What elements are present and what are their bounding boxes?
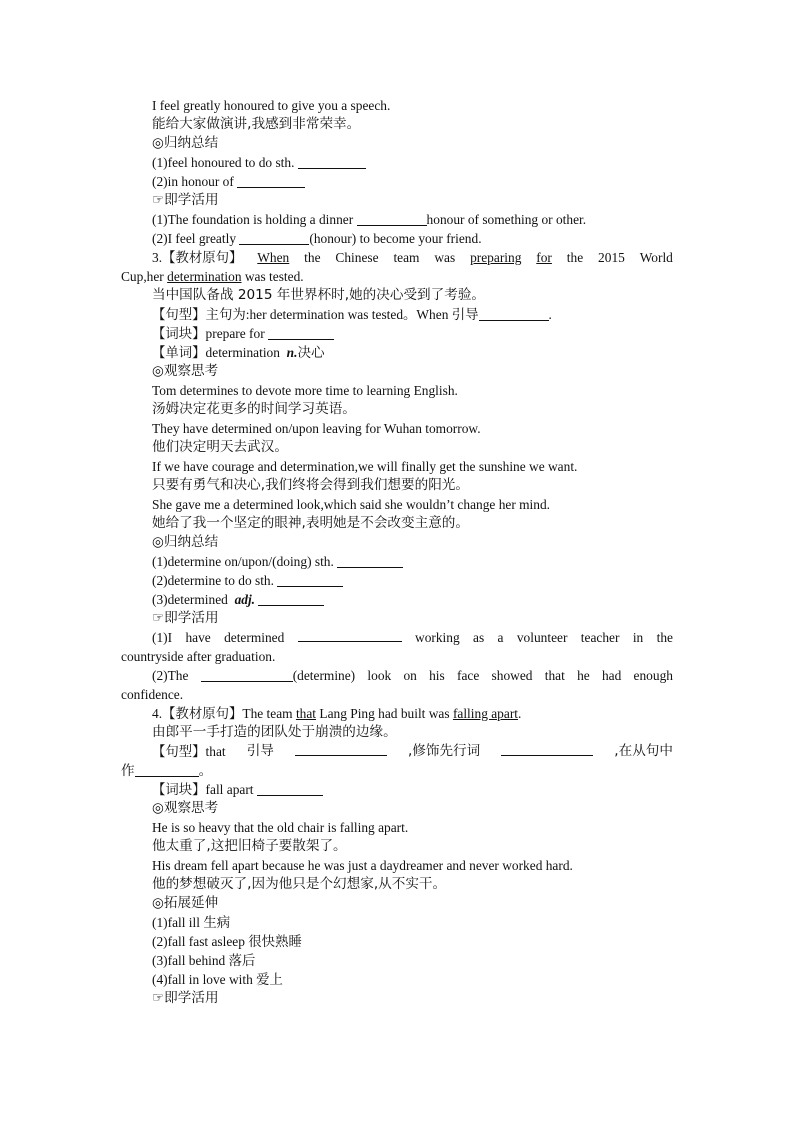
practice-item: (1)I have determined working as a volunteer teacher in the	[152, 630, 673, 645]
answer-blank[interactable]	[298, 155, 366, 169]
example-sentence: He is so heavy that the old chair is falling apart.	[152, 820, 409, 835]
translation: 他太重了,这把旧椅子要散架了。	[152, 838, 347, 854]
example-sentence: If we have courage and determination,we will finally get the sunshine we want.	[152, 459, 578, 474]
textbook-sentence-line: 3.【教材原句】 When the Chinese team was preparing for the 2015 World	[152, 250, 673, 265]
section-heading-observe: ◎观察思考	[152, 363, 219, 379]
textbook-sentence-line: 4.【教材原句】The team that Lang Ping had built was falling apart.	[152, 706, 522, 721]
practice-item-continued: countryside after graduation.	[121, 649, 276, 664]
example-sentence: Tom determines to devote more time to learning English.	[152, 383, 458, 398]
section-heading-practice: ☞即学活用	[152, 990, 219, 1006]
section-heading-observe: ◎观察思考	[152, 800, 219, 816]
section-heading-summary: ◎归纳总结	[152, 135, 219, 151]
example-sentence: They have determined on/upon leaving for Wuhan tomorrow.	[152, 421, 481, 436]
sentence-pattern: 【句型】主句为:her determination was tested。When 引导 .	[152, 307, 552, 322]
word-chunk: 【词块】fall apart	[121, 780, 673, 799]
answer-blank[interactable]	[237, 174, 305, 188]
practice-item: (2)The (determine) look on his face showed that he had enough	[152, 668, 673, 683]
answer-blank[interactable]	[257, 782, 323, 796]
translation: 能给大家做演讲,我感到非常荣幸。	[152, 116, 361, 132]
answer-blank[interactable]	[337, 554, 403, 568]
translation: 由郎平一手打造的团队处于崩溃的边缘。	[152, 724, 397, 740]
extension-item: (2)fall fast asleep 很快熟睡	[152, 934, 302, 949]
section-heading-practice: ☞即学活用	[152, 192, 219, 208]
sentence-pattern: 【句型】that 引导 ,修饰先行词 ,在从句中	[152, 743, 673, 759]
answer-blank[interactable]	[239, 231, 309, 245]
blank-hint: (determine)	[292, 668, 356, 683]
example-sentence: His dream fell apart because he was just a daydreamer and never worked hard.	[152, 858, 573, 873]
answer-blank[interactable]	[201, 668, 293, 682]
translation: 他们决定明天去武汉。	[152, 439, 288, 455]
summary-item: (2)determine to do sth.	[121, 571, 673, 590]
translation: 他的梦想破灭了,因为他只是个幻想家,从不实干。	[152, 876, 447, 892]
section-heading-practice: ☞即学活用	[152, 610, 219, 626]
example-sentence: She gave me a determined look,which said she wouldn’t change her mind.	[152, 497, 551, 512]
document-content	[121, 96, 673, 1008]
practice-item: (1)The foundation is holding a dinner honour of something or other.	[152, 212, 587, 227]
section-heading-summary: ◎归纳总结	[152, 534, 219, 550]
extension-item: (3)fall behind 落后	[152, 953, 256, 968]
vocabulary-entry: 【单词】determination n.决心	[152, 345, 325, 361]
summary-item: (2)in honour of	[121, 172, 673, 191]
sentence-pattern-continued: 作 。	[121, 763, 213, 779]
practice-item: (2)I feel greatly (honour) to become your friend.	[152, 231, 482, 246]
answer-blank[interactable]	[501, 742, 593, 756]
summary-item: (1)feel honoured to do sth.	[121, 153, 673, 172]
answer-blank[interactable]	[277, 573, 343, 587]
translation: 汤姆决定花更多的时间学习英语。	[152, 401, 356, 417]
summary-item: (1)determine on/upon/(doing) sth.	[121, 552, 673, 571]
answer-blank[interactable]	[258, 592, 324, 606]
answer-blank[interactable]	[479, 307, 549, 321]
summary-item: (3)determined adj.	[121, 590, 673, 609]
answer-blank[interactable]	[295, 742, 387, 756]
textbook-sentence-continued: Cup,her determination was tested.	[121, 269, 304, 284]
extension-item: (1)fall ill 生病	[152, 915, 231, 930]
word-chunk: 【词块】prepare for	[121, 324, 673, 343]
answer-blank[interactable]	[135, 763, 199, 777]
section-heading-extension: ◎拓展延伸	[152, 895, 219, 911]
answer-blank[interactable]	[357, 212, 427, 226]
answer-blank[interactable]	[298, 628, 402, 642]
translation: 她给了我一个坚定的眼神,表明她是不会改变主意的。	[152, 515, 469, 531]
extension-item: (4)fall in love with 爱上	[152, 972, 283, 987]
translation: 当中国队备战 2015 年世界杯时,她的决心受到了考验。	[152, 287, 486, 303]
answer-blank[interactable]	[268, 326, 334, 340]
practice-item-continued: confidence.	[121, 687, 184, 702]
example-sentence: I feel greatly honoured to give you a speech.	[152, 98, 391, 113]
translation: 只要有勇气和决心,我们终将会得到我们想要的阳光。	[152, 477, 469, 493]
